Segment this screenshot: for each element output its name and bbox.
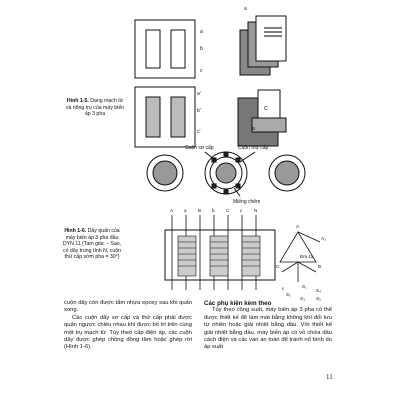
- figure-1-5-text: Dạng mạch từ và nõng trụ của máy biến áp 3 pha: [65, 98, 125, 118]
- left-paragraph-2: Các cuộn dây sơ cấp và thứ cấp phải được quấn ngược chiều nhau khi được bố trí trên cùng một trụ mạch từ. Tùy theo cấp điện áp, các cuộn dây được ghép chồng đồng tâm hoặc ghép rời (Hình 1-6).: [64, 314, 192, 351]
- letter-c: c: [200, 68, 203, 74]
- side-label-e: ɛ: [282, 286, 285, 291]
- phasor-B: B: [318, 264, 322, 269]
- letter-a-prime: a': [197, 91, 201, 97]
- terminal-N: N: [254, 208, 258, 213]
- phasor-A: A: [296, 224, 300, 229]
- letter-b: b: [200, 46, 203, 52]
- figure-1-6-text: Dây quấn của máy biến áp 3 pha đấu DYN 11 (Tam giác – Sao, có dây trung tính N, cuộn thứ cấp sớm pha = 30°): [62, 228, 122, 261]
- section-heading: Các phụ kiện kèm theo: [204, 300, 272, 307]
- phasor-dm11: Đm 11: [300, 254, 314, 259]
- right-paragraph-1: Tùy theo công suất, máy biến áp 3 pha có thể được thiết kế để làm mát bằng không khí đối lưu tự nhiên hoặc giải nhiệt bằng dầu. Với thiết kế giải nhiệt bằng dầu, máy biến áp có vỏ chứa dầu cách điện và các van an toàn để tránh nổ bình do áp suất: [204, 307, 332, 351]
- figure-1-5-label: Hình 1-5.: [66, 98, 89, 104]
- terminal-A: A: [170, 208, 174, 213]
- figure-1-6-label: Hình 1-6.: [64, 228, 87, 234]
- side-label-s4: S₄: [316, 288, 321, 293]
- terminal-b: b: [212, 208, 215, 213]
- left-text-column: [64, 300, 192, 352]
- side-label-s5: S₅: [316, 296, 321, 301]
- phasor-C: C: [276, 264, 280, 269]
- side-label-s1: S₁: [302, 284, 307, 289]
- terminal-c: c: [240, 208, 243, 213]
- terminal-C: C: [226, 208, 230, 213]
- phasor-A2: A₂: [321, 236, 326, 241]
- side-label-s2: S₂: [286, 292, 291, 297]
- left-paragraph-1: cuộn dây còn được tẩm nhựa epoxy sau khi quấn xong.: [64, 300, 192, 314]
- page-number: 11: [326, 373, 333, 381]
- letter-C-stack: C: [264, 106, 268, 112]
- letter-a: a: [200, 29, 203, 35]
- letter-a-stack: a: [244, 6, 247, 12]
- letter-c-prime: c': [197, 129, 201, 135]
- right-text-column: [204, 300, 332, 352]
- coil-hatching: [178, 236, 260, 276]
- primary-winding-label: Cuộn sơ cấp: [185, 145, 214, 151]
- letter-b-prime: b': [197, 108, 201, 114]
- side-label-s3: S₃: [300, 296, 305, 301]
- terminal-B: B: [198, 208, 202, 213]
- spacer-label: Miếng chêm: [233, 199, 261, 205]
- terminal-a: a: [184, 208, 187, 213]
- letter-a-lower: a: [252, 126, 255, 132]
- secondary-winding-label: Cuộn thứ cấp: [238, 145, 269, 151]
